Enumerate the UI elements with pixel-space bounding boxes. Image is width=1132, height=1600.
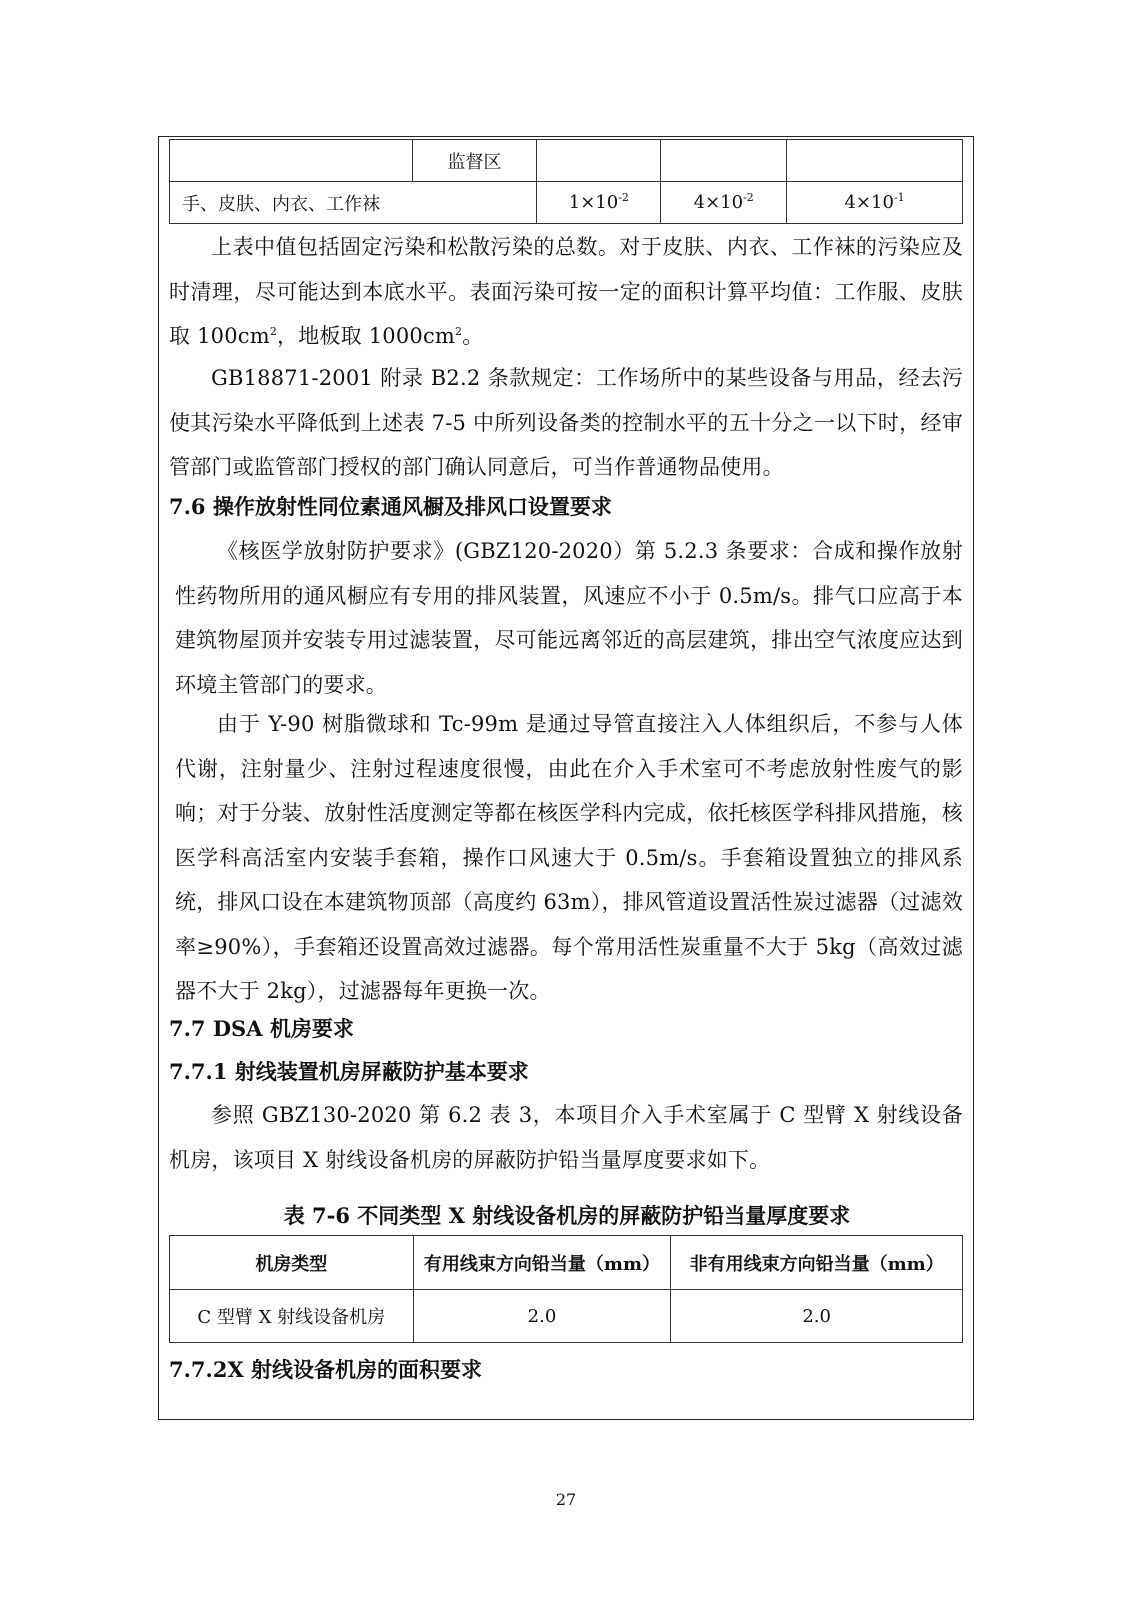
page-number: 27	[555, 1490, 577, 1509]
table-header-row	[170, 1236, 963, 1290]
section-heading-7-6: 7.6 操作放射性同位素通风橱及排风口设置要求	[169, 494, 612, 519]
table-cell	[537, 140, 661, 182]
table-cell-supervised-area: 监督区	[412, 140, 537, 182]
table-cell: 2.0	[671, 1290, 963, 1343]
table-header-cell: 有用线束方向铅当量（mm）	[413, 1236, 671, 1290]
paragraph-gbz120: 《核医学放射防护要求》(GBZ120-2020）第 5.2.3 条要求：合成和操作放射性药物所用的通风橱应有专用的排风装置，风速应不小于 0.5m/s。排气口应高于本建筑物屋顶并安装专用过滤装置，尽可能远离邻近的高层建筑，排出空气浓度应达到环境主管部门的要求。	[175, 539, 963, 697]
table-cell	[170, 140, 413, 182]
table-header-cell: 机房类型	[170, 1236, 414, 1290]
contamination-limit-table-continued	[169, 139, 963, 224]
table-cell-value: $4\times 10^{-2}$	[661, 182, 787, 224]
section-heading-7-7-1: 7.7.1 射线装置机房屏蔽防护基本要求	[169, 1059, 529, 1084]
table-caption-7-6: 表 7-6 不同类型 X 射线设备机房的屏蔽防护铅当量厚度要求	[283, 1203, 851, 1228]
paragraph-contamination-note: 上表中值包括固定污染和松散污染的总数。对于皮肤、内衣、工作袜的污染应及时清理，尽可能达到本底水平。表面污染可按一定的面积计算平均值：工作服、皮肤取 $100cm^2$，地板取 $1000cm^2$。	[169, 235, 963, 348]
table-cell: C 型臂 X 射线设备机房	[170, 1290, 414, 1343]
shielding-requirement-table	[169, 1235, 963, 1343]
table-row	[170, 140, 963, 182]
table-cell-item: 手、皮肤、内衣、工作袜	[170, 182, 537, 224]
paragraph-gbz130: 参照 GBZ130-2020 第 6.2 表 3，本项目介入手术室属于 C 型臂 X 射线设备机房，该项目 X 射线设备机房的屏蔽防护铅当量厚度要求如下。	[169, 1103, 963, 1172]
table-cell-value: $4\times 10^{-1}$	[787, 182, 963, 224]
table-row	[170, 182, 963, 224]
table-header-cell: 非有用线束方向铅当量（mm）	[671, 1236, 963, 1290]
table-cell	[787, 140, 963, 182]
section-heading-7-7: 7.7 DSA 机房要求	[169, 1016, 354, 1041]
table-cell	[661, 140, 787, 182]
paragraph-y90-exhaust: 由于 Y-90 树脂微球和 Tc-99m 是通过导管直接注入人体组织后，不参与人体代谢，注射量少、注射过程速度很慢，由此在介入手术室可不考虑放射性废气的影响；对于分装、放射性活度测定等都在核医学科内完成，依托核医学科排风措施，核医学科高活室内安装手套箱，操作口风速大于 0.5m/s。手套箱设置独立的排风系统，排风口设在本建筑物顶部（高度约 63m），排风管道设置活性炭过滤器（过滤效率≥90%），手套箱还设置高效过滤器。每个常用活性炭重量不大于 5kg（高效过滤器不大于 2kg），过滤器每年更换一次。	[175, 712, 963, 1003]
section-heading-7-7-2: 7.7.2X 射线设备机房的面积要求	[169, 1357, 483, 1382]
table-row	[170, 1290, 963, 1343]
paragraph-gb18871: GB18871-2001 附录 B2.2 条款规定：工作场所中的某些设备与用品，经去污使其污染水平降低到上述表 7-5 中所列设备类的控制水平的五十分之一以下时，经审管部门或监管部门授权的部门确认同意后，可当作普通物品使用。	[169, 366, 963, 479]
table-cell: 2.0	[413, 1290, 671, 1343]
page-frame	[158, 136, 974, 1420]
table-cell-value: $1\times 10^{-2}$	[537, 182, 661, 224]
